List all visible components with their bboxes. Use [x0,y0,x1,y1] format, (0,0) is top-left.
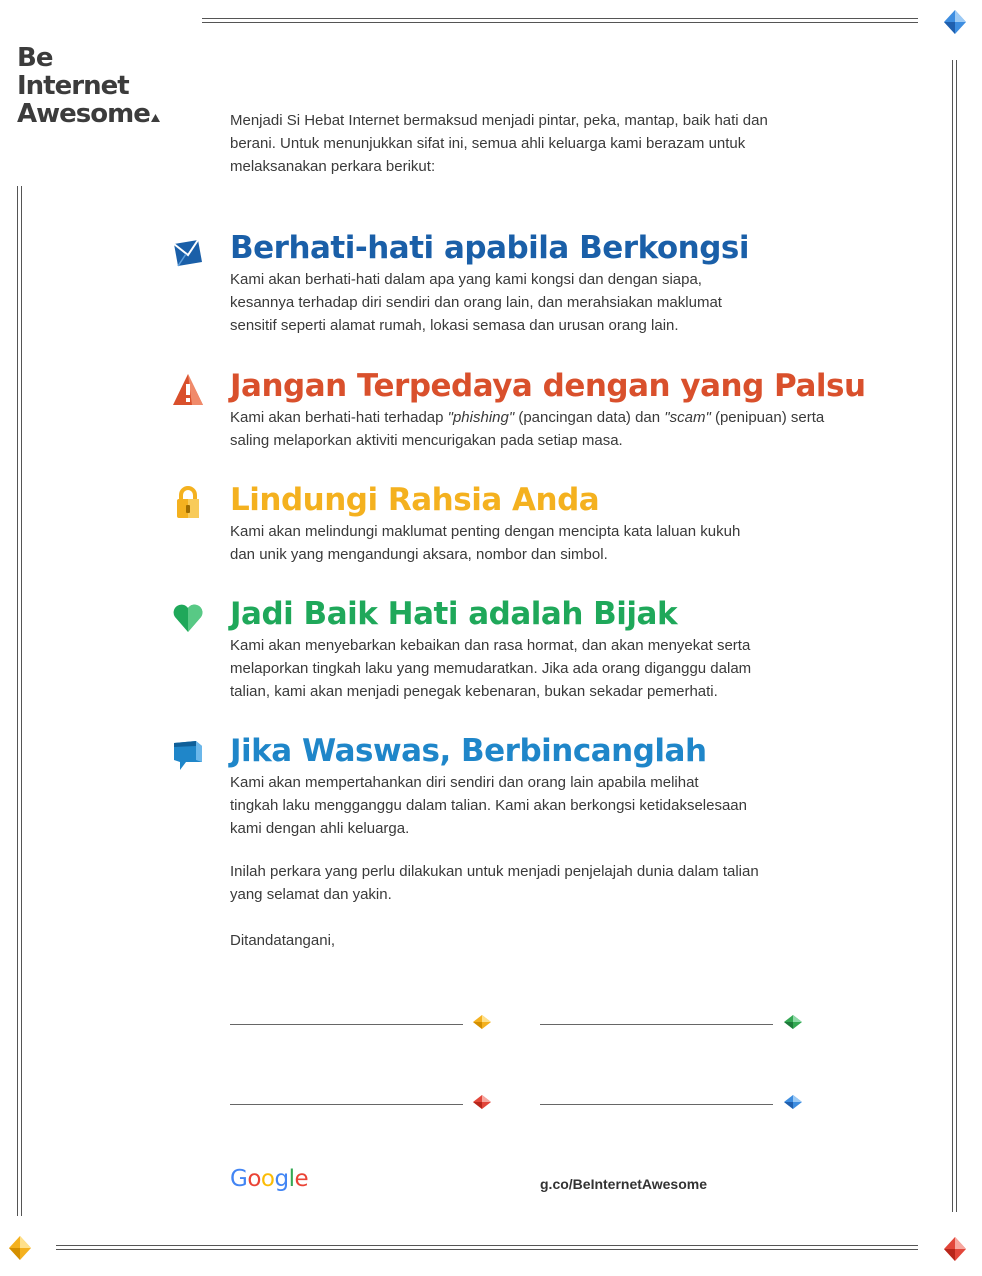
section-body: Kami akan berhati-hati dalam apa yang kami kongsi dan dengan siapa, kesannya terhadap diri sendiri dan orang lain, dan merahsiakan maklumat sensitif seperti alamat rumah, lokasi semasa dan urusan orang lain. [230,271,722,334]
logo-line-1: Be [17,43,53,73]
google-letter: e [294,1166,309,1192]
section-body: Kami akan berhati-hati terhadap "phishing" (pancingan data) dan "scam" (penipuan) serta saling melaporkan aktiviti mencurigakan pada setiap masa. [230,409,825,449]
envelope-icon [172,236,204,270]
signed-label: Ditandatangani, [230,932,336,949]
section-be-kind [230,596,830,703]
signature-line-1 [230,1024,463,1025]
logo-line-3: Awesome [17,100,160,128]
be-internet-awesome-logo [17,44,160,128]
section-body: Kami akan melindungi maklumat penting dengan mencipta kata laluan kukuh dan unik yang mengandungi aksara, nombor dan simbol. [230,523,741,563]
yellow-gem-icon [473,1015,491,1029]
logo-triangle-icon [151,114,160,122]
bottom-border-line [56,1245,918,1250]
speech-bubble-icon [172,738,204,772]
top-border-line [202,18,918,23]
green-gem-icon [784,1015,802,1029]
section-title: Lindungi Rahsia Anda [230,482,600,518]
section-body: Kami akan menyebarkan kebaikan dan rasa hormat, dan akan menyekat serta melaporkan tingkah laku yang memudaratkan. Jika ada orang diganggu dalam talian, kami akan menjadi penegak kebenaran, bukan sekadar pemerhati. [230,637,752,700]
section-title: Jadi Baik Hati adalah Bijak [230,596,678,632]
left-border-line [17,186,22,1216]
red-gem-icon [473,1095,491,1109]
signature-line-4 [540,1104,773,1105]
section-secure-secrets [230,482,830,566]
footer-url-link[interactable]: g.co/BeInternetAwesome [540,1176,708,1192]
section-title: Berhati-hati apabila Berkongsi [230,230,750,266]
google-letter: G [230,1166,248,1192]
logo-line-2: Internet [17,71,129,101]
google-letter: l [288,1166,295,1192]
google-letter: o [247,1166,261,1192]
section-title: Jangan Terpedaya dengan yang Palsu [230,368,866,404]
section-body: Kami akan mempertahankan diri sendiri dan orang lain apabila melihat tingkah laku mengganggu dalam talian. Kami akan berkongsi ketidakselesaan kami dengan ahli keluarga. [230,774,747,837]
lock-icon [172,486,204,520]
signature-line-2 [540,1024,773,1025]
closing-paragraph: Inilah perkara yang perlu dilakukan untuk menjadi penjelajah dunia dalam talian yang selamat dan yakin. [230,863,759,903]
google-logo [230,1166,308,1192]
section-when-in-doubt-talk [230,733,830,840]
blue-gem-icon [784,1095,802,1109]
google-letter: g [274,1166,289,1192]
heart-icon [172,600,204,634]
section-title: Jika Waswas, Berbincanglah [230,733,707,769]
right-border-line [952,60,957,1212]
section-share-carefully [230,230,830,337]
yellow-gem-icon [9,1236,31,1260]
section-dont-fall-for-fake [230,368,866,452]
warning-icon [172,373,204,407]
signature-line-3 [230,1104,463,1105]
red-gem-icon [944,1237,966,1261]
blue-gem-icon [944,10,966,34]
google-letter: o [260,1166,275,1192]
intro-paragraph: Menjadi Si Hebat Internet bermaksud menjadi pintar, peka, mantap, baik hati dan berani. Untuk menunjukkan sifat ini, semua ahli keluarga kami berazam untuk melaksanakan perkara berikut: [230,112,768,175]
